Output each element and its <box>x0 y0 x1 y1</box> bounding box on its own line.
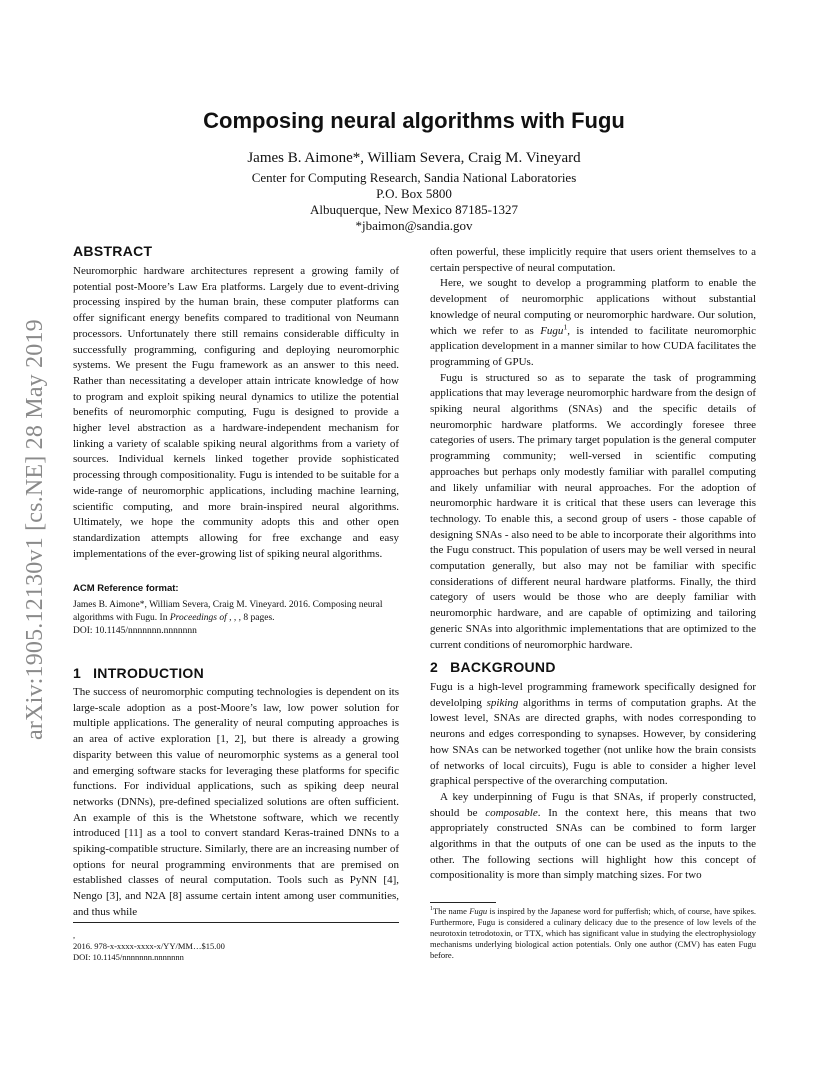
acm-doi: DOI: 10.1145/nnnnnnn.nnnnnnn <box>73 626 197 636</box>
emphasis: composable <box>485 806 538 819</box>
text-span: , is intended to facilitate neuromorphic application development in a manner similar to how CUDA facilitates the programming of GPUs. <box>430 324 756 368</box>
acm-citation: James B. Aimone*, William Severa, Craig M. Vineyard. 2016. Composing neural algorithms with Fugu. In <box>73 600 383 623</box>
text-span: . In the context here, this means that two appropriately constructed SNAs can be combined to form larger algorithms in that the outputs of one can be used as the inputs to the other. The following sections will highlight how this concept of compositionality is more than simply matching sizes. For two <box>430 806 756 882</box>
section-title: INTRODUCTION <box>93 665 205 681</box>
author-email: *jbaimon@sandia.gov <box>355 218 473 233</box>
section-number: 1 <box>73 665 82 681</box>
text-span: Here, we sought to develop a programming platform to enable the development of neuromorphic applications without substantial knowledge of neural computing or neuromorphic hardware. Our solution, which we refer to as <box>430 277 756 337</box>
section-number: 2 <box>430 659 439 675</box>
intro-heading <box>73 665 204 681</box>
fugu-footnote <box>430 906 756 961</box>
text-span: The name <box>432 906 470 916</box>
footnote-rule <box>73 922 399 923</box>
abstract-body <box>73 264 399 562</box>
copyright-line: 2016. 978-x-xxxx-xxxx-x/YY/MM…$15.00 <box>73 941 225 951</box>
intro-text: The success of neuromorphic computing technologies is dependent on its large-scale adoption as a post-Moore’s law, low power solution for multiple applications. The generality of neural computing approaches is an area of active exploration [1, 2], but there is already a growing disparity between this value of neuromorphic systems as a general tool and emerging software stacks for leveraging these platforms for specific functions. For individual applications, such as spiking deep neural networks (DNNs), pre-defined specialized solutions are often sufficient. An example of this is the Whetstone software, which we recently introduced [11] as a tool to convert standard Keras-trained DNNs to a spiking-compatible structure. Similarly, there are an increasing number of options for neural programming environments that are premised on established classes of neural computation. Tools such as PyNN [4], Nengo [3], and N2A [8] assume certain intent among user communities, and thus while <box>73 686 399 918</box>
text-span: is inspired by the Japanese word for pufferfish; which, of course, have spikes. Furthermore, Fugu is considered a culinary delicacy due to the presence of low levels of the neurotoxin tetrodotoxin, or TTX, which has significant value in studying the electrophysiology mechanisms underlying biological action potentials. Only one author (CMV) has eaten Fugu before. <box>430 906 756 960</box>
acm-reference-body <box>73 599 399 638</box>
footnote-ref[interactable]: 1 <box>563 321 568 331</box>
paragraph <box>430 680 756 790</box>
acm-pages: 8 pages. <box>241 613 275 623</box>
arxiv-stamp: arXiv:1905.12130v1 [cs.NE] 28 May 2019 <box>22 319 48 740</box>
paragraph <box>430 790 756 884</box>
acm-reference-heading: ACM Reference format: <box>73 583 179 594</box>
copyright-footnote <box>73 930 399 963</box>
section-title: BACKGROUND <box>450 659 556 675</box>
abstract-heading: ABSTRACT <box>73 243 153 259</box>
author-list: James B. Aimone*, William Severa, Craig M. Vineyard <box>247 150 581 166</box>
paragraph: often powerful, these implicitly require that users orient themselves to a certain perspective of neural computation. <box>430 246 756 274</box>
acm-proceedings: Proceedings of , , , <box>169 613 242 623</box>
text-span: A key underpinning of Fugu is that SNAs, if properly constructed, should be <box>430 790 756 819</box>
abstract-text: Neuromorphic hardware architectures represent a growing family of potential post-Moore’s Law Era platforms. Largely due to event-driving processing inspired by the human brain, these computer platforms can offer significant energy benefits compared to traditional von Neumann processors. Unfortunately there still remains considerable difficulty in successfully programming, configuring and deploying neuromorphic systems. We present the Fugu framework as an answer to this need. Rather than necessitating a developer attain intricate knowledge of how to program and exploit spiking neural dynamics to utilize the potential benefits of neuromorphic computing, Fugu is designed to provide a higher level abstraction as a hardware-independent mechanism for linking a variety of scalable spiking neural algorithms from a variety of sources. Individual kernels linked together provide sophisticated processing through compositionality. Fugu is intended to be suitable for a wide-range of neuromorphic applications, including machine learning, scientific computing, and more brain-inspired neural algorithms. Ultimately, we hope the community adopts this and other open standardization attempts allowing for free exchange and easy implementations of the ever-growing list of spiking neural algorithms. <box>73 265 399 560</box>
paper-title: Composing neural algorithms with Fugu <box>203 108 625 133</box>
paragraph: Fugu is structured so as to separate the task of programming applications that may leverage neuromorphic hardware from the design of spiking neural algorithms (SNAs) and the specific details of neuromorphic hardware platforms. We accordingly foresee three categories of users. The primary target population is the general computer programming community; well-versed in scientific computing approaches but perhaps only modestly familiar with parallel computing and likely unfamiliar with neural approaches. For the adoption of neuromorphic hardware it is critical that these users can leverage this technology. To enable this, a second group of users - those capable of designing SNAs - also need to be able to incorporate their algorithms into the Fugu construct. This population of users may be well versed in neural computation generally, but also may not be familiar with specific considerations of different neural hardware platforms. Finally, the third category of users would be those who are deeply familiar with neuromorphic hardware, and are capable of optimizing and tailoring generic SNAs into algorithmic implementations that are optimized to the current conditions of neuromorphic hardware. <box>430 371 756 651</box>
background-body <box>430 680 756 884</box>
paragraph <box>430 276 756 370</box>
emphasis: Fugu <box>469 906 488 916</box>
emphasis: spiking <box>486 696 519 709</box>
right-column-body <box>430 245 756 653</box>
fugu-term: Fugu <box>540 324 564 337</box>
intro-body <box>73 685 399 921</box>
footnote-rule <box>430 902 496 903</box>
affiliation-line: P.O. Box 5800 <box>376 186 452 201</box>
text-span: algorithms in terms of computation graphs. At the lowest level, SNAs are directed graphs, with nodes corresponding to neurons and edges corresponding to synapses. However, by considering how SNAs can be networked together (not unlike how the brain consists of networks of local circuits), Fugu is able to consider a higher level graphical perspective of the overarching computation. <box>430 696 756 788</box>
affiliation-line: Albuquerque, New Mexico 87185-1327 <box>310 202 518 217</box>
doi-line: DOI: 10.1145/nnnnnnn.nnnnnnn <box>73 952 184 962</box>
affiliation-line: Center for Computing Research, Sandia National Laboratories <box>251 170 577 185</box>
text-span: Fugu is a high-level programming framework specifically designed for develolping <box>430 681 756 709</box>
footnote-mark: , <box>73 930 76 940</box>
background-heading <box>430 659 556 675</box>
footnote-number: 1 <box>430 906 433 913</box>
